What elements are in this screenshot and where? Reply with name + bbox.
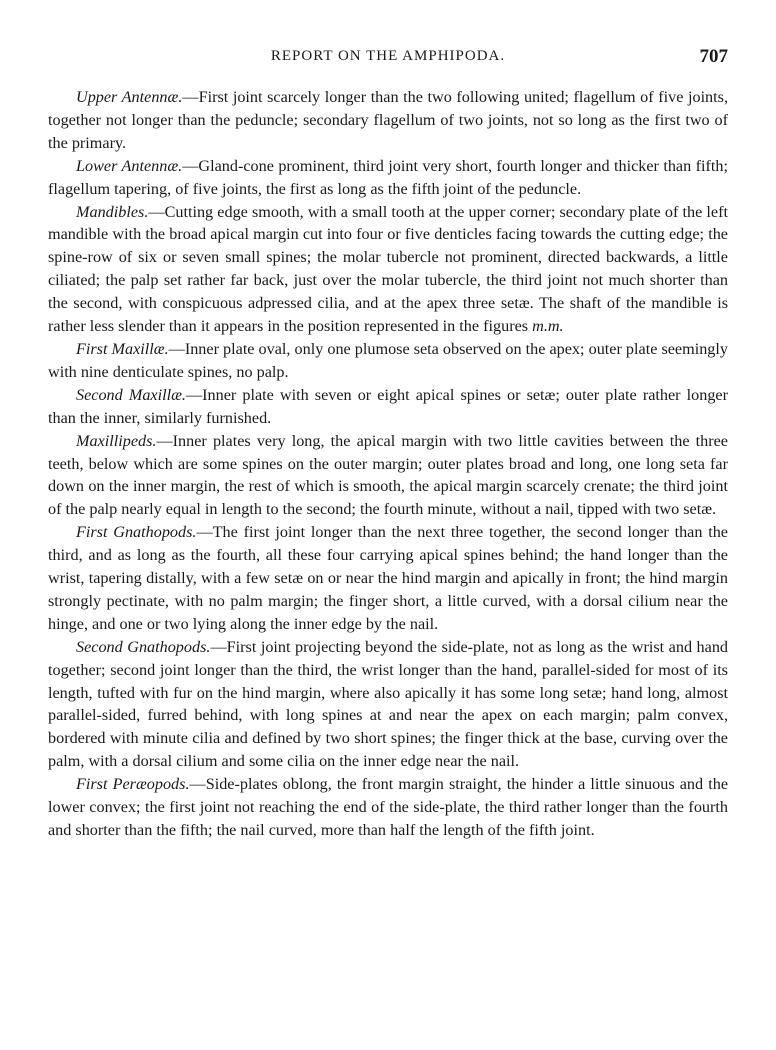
paragraph-text: —First joint projecting beyond the side-plate, not as long as the wrist and hand together; second joint longer than the third, the wrist longer than the hand, parallel-sided for most of its length, tufted with fur on the hind margin, where also apically it has some long setæ; hand long, almost parallel-sided, furred behind, with long spines at and near the apex on each margin; palm convex, bordered with minute cilia and defined by two short spines; the finger thick at the base, curving over the palm, with a dorsal cilium and some cilia on the inner edge near the nail. bbox=[48, 637, 729, 771]
paragraph-heading: Maxillipeds. bbox=[76, 431, 157, 450]
paragraph-heading: Second Maxillæ. bbox=[76, 385, 186, 404]
paragraph-text: —Side-plates oblong, the front margin straight, the hinder a little sinuous and the lower convex; the first joint not reaching the end of the side-plate, the third rather longer than the fourth and shorter than the fifth; the nail curved, more than half the length of the fifth joint. bbox=[48, 775, 729, 839]
paragraph-maxillipeds bbox=[48, 430, 728, 522]
paragraph-mandibles bbox=[48, 201, 728, 338]
paragraph-text: —Inner plate oval, only one plumose seta observed on the apex; outer plate seemingly with nine denticulate spines, no palp. bbox=[48, 339, 728, 381]
paragraph-lower-antennae bbox=[48, 155, 728, 201]
paragraph-heading: First Maxillæ. bbox=[76, 339, 169, 358]
page-number: 707 bbox=[699, 46, 728, 67]
body-text bbox=[48, 86, 728, 842]
paragraph-heading: Second Gnathopods. bbox=[76, 637, 211, 656]
paragraph-text: —Inner plate with seven or eight apical spines or setæ; outer plate rather longer than the inner, similarly furnished. bbox=[48, 385, 728, 427]
running-title: REPORT ON THE AMPHIPODA. bbox=[270, 48, 506, 64]
paragraph-text: —Inner plates very long, the apical margin with two little cavities between the three teeth, below which are some spines on the outer margin; outer plates broad and long, one long seta far down on the inner margin, the rest of which is smooth, the apical margin scarcely crenate; the third joint of the palp nearly equal in length to the second; the fourth minute, without a nail, tipped with two setæ. bbox=[48, 431, 728, 519]
paragraph-heading: Mandibles. bbox=[76, 202, 149, 221]
paragraph-second-maxillae bbox=[48, 384, 728, 430]
paragraph-text: —Gland-cone prominent, third joint very short, fourth longer and thicker than fifth; flagellum tapering, of five joints, the first as long as the fifth joint of the peduncle. bbox=[48, 156, 728, 198]
paragraph-first-maxillae bbox=[48, 338, 728, 384]
paragraph-heading: Lower Antennæ. bbox=[76, 156, 183, 175]
paragraph-text: —Cutting edge smooth, with a small tooth at the upper corner; secondary plate of the left mandible with the broad apical margin cut into four or five denticles facing towards the cutting edge; the spine-row of six or seven small spines; the molar tubercle not prominent, directed backwards, a little ciliated; the palp set rather far back, just over the molar tubercle, the third joint not much shorter than the second, with conspicuous adpressed cilia, and at the apex three setæ. The shaft of the mandible is rather less slender than it appears in the position represented in the figures bbox=[48, 202, 728, 336]
paragraph-text: —First joint scarcely longer than the two following united; flagellum of five joints, together not longer than the peduncle; secondary flagellum of two joints, not so long as the first two of the primary. bbox=[48, 88, 728, 152]
figure-reference: m.m. bbox=[532, 317, 564, 336]
paragraph-first-peraeopods bbox=[48, 773, 728, 842]
paragraph-first-gnathopods bbox=[48, 521, 728, 636]
paragraph-second-gnathopods bbox=[48, 636, 728, 773]
paragraph-text: —The first joint longer than the next three together, the second longer than the third, and as long as the fourth, all these four carrying apical spines behind; the hand longer than the wrist, tapering distally, with a few setæ on or near the hind margin and apically in front; the hind margin strongly pectinate, with no palm margin; the finger short, a little curved, with a dorsal cilium near the hinge, and one or two lying along the inner edge by the nail. bbox=[48, 523, 728, 633]
paragraph-upper-antennae bbox=[48, 86, 728, 155]
paragraph-heading: Upper Antennæ. bbox=[76, 88, 183, 106]
running-head bbox=[48, 46, 728, 70]
paragraph-heading: First Peræopods. bbox=[76, 775, 190, 794]
paragraph-heading: First Gnathopods. bbox=[76, 523, 197, 542]
